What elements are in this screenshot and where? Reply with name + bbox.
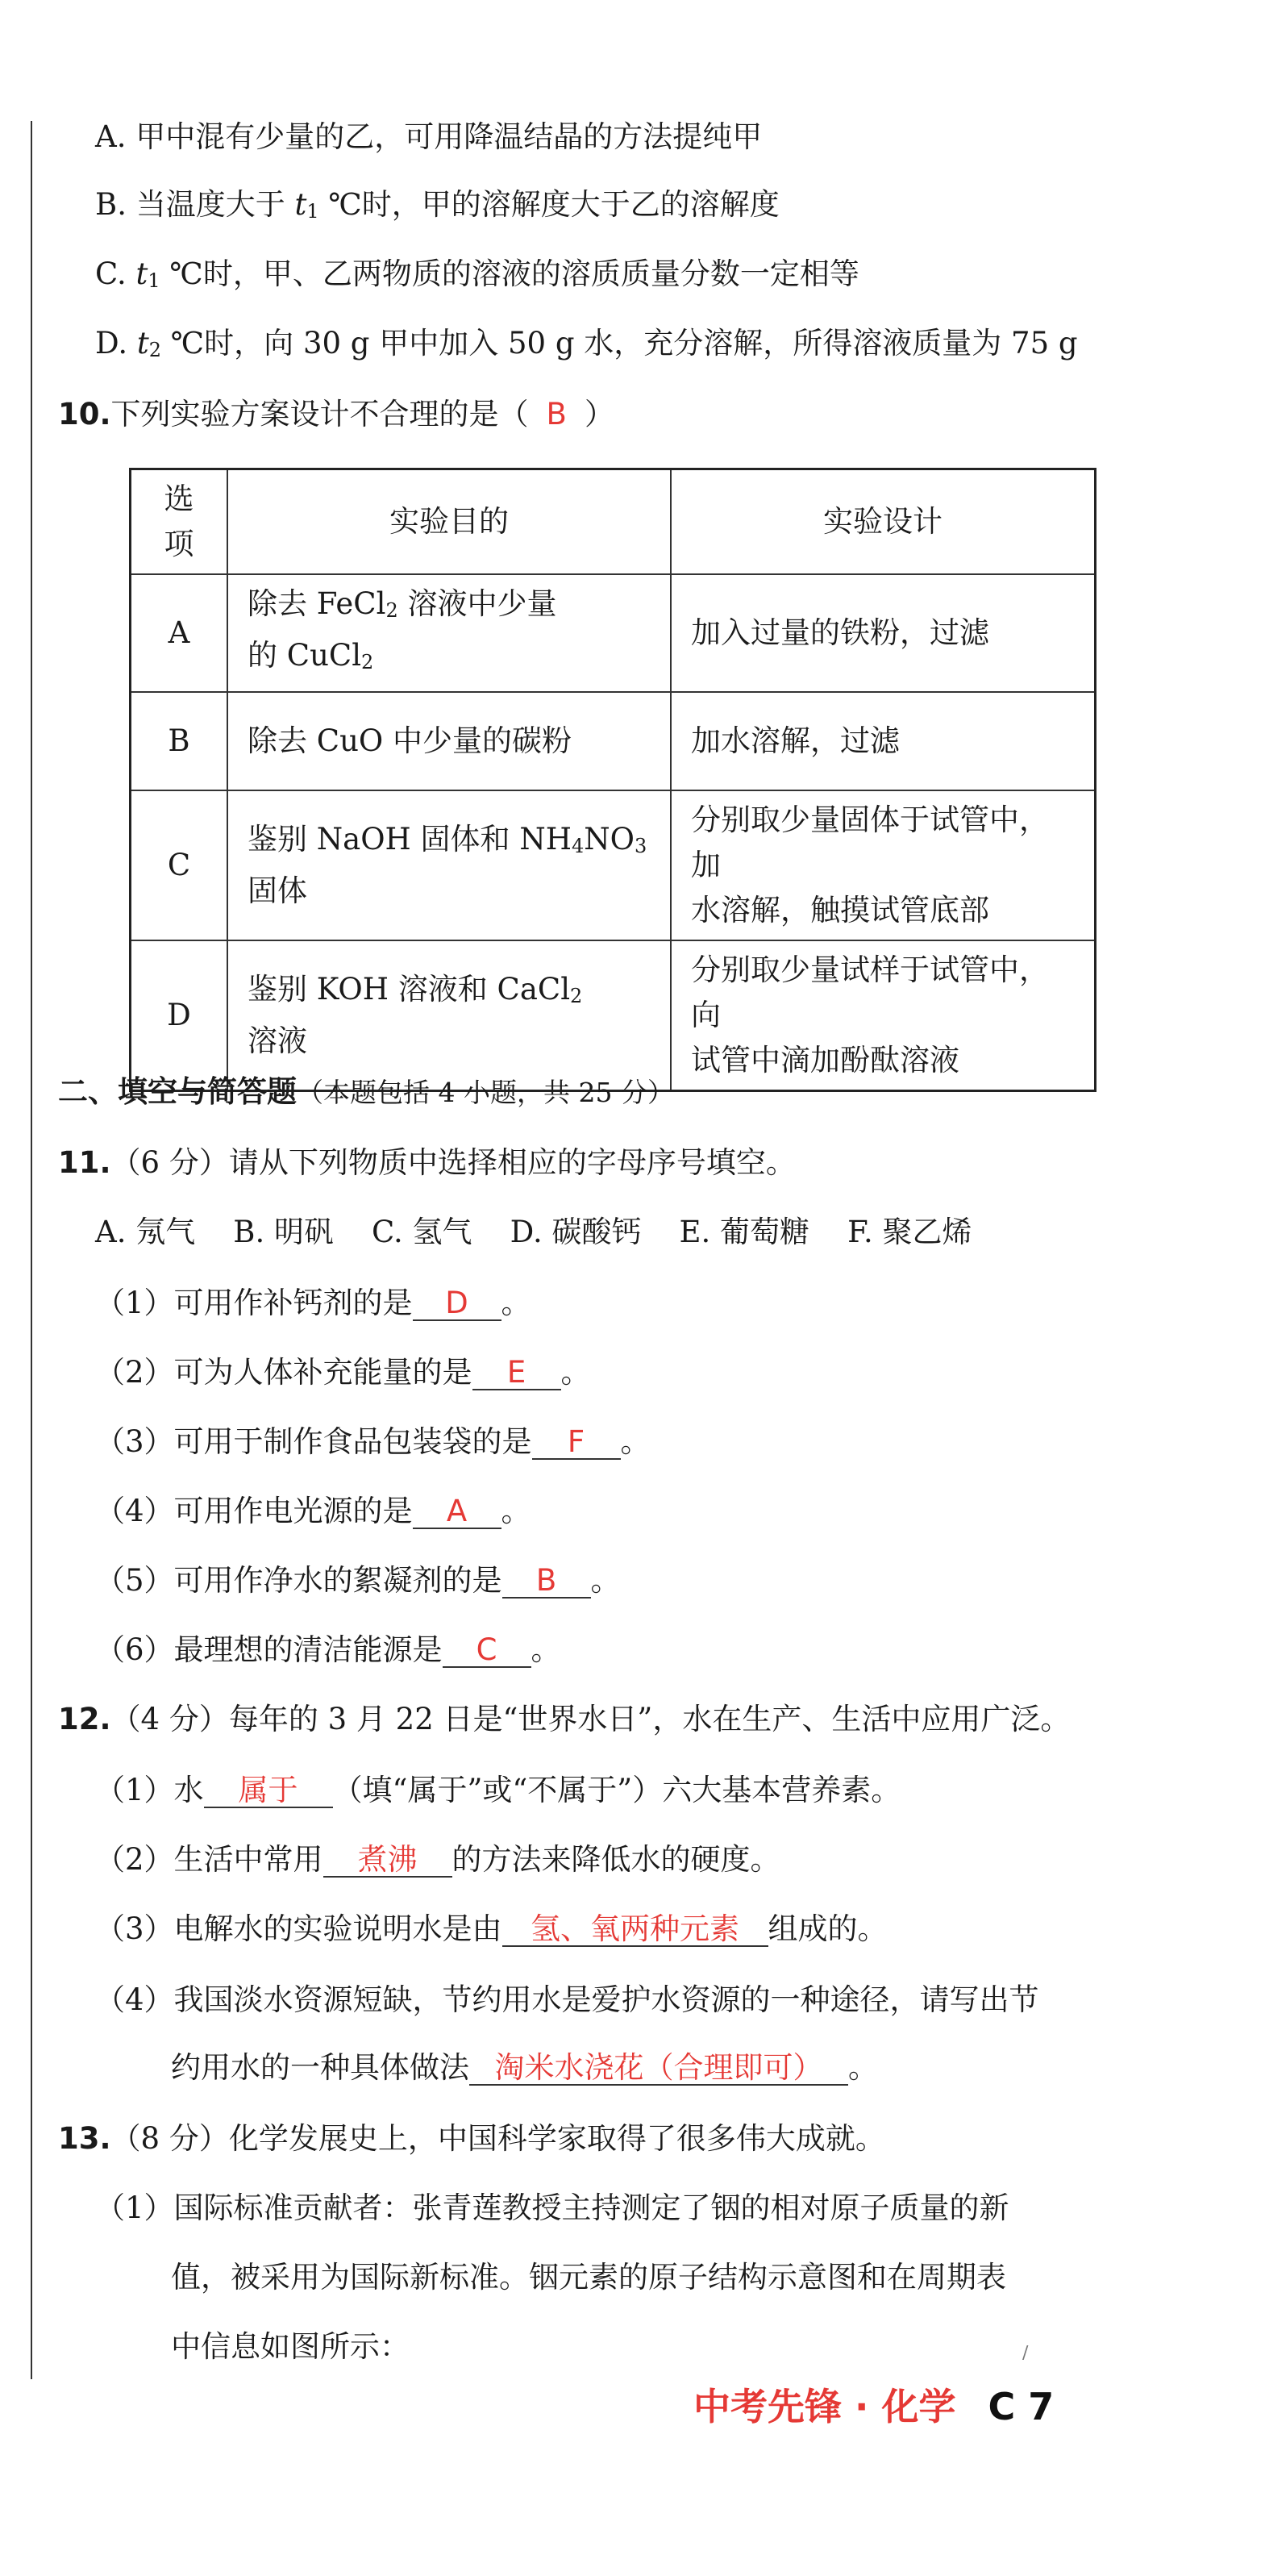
q12-item-3: （3）电解水的实验说明水是由 氢、氧两种元素 组成的。 [95,1911,888,1946]
q10-stem: 10.下列实验方案设计不合理的是（ B ） [58,397,614,431]
q11-item: （5）可用作净水的絮凝剂的是 B 。 [95,1563,621,1598]
q11-item: （4）可用作电光源的是 A 。 [95,1494,531,1528]
q13-stem: 13.（8 分）化学发展史上，中国科学家取得了很多伟大成就。 [58,2121,885,2156]
row-design: 分别取少量试样于试管中，向 试管中滴加酚酞溶液 [671,940,1096,1091]
section2-heading: 二、填空与简答题（本题包括 4 小题，共 25 分） [58,1074,674,1109]
q11-item: （2）可为人体补充能量的是 E 。 [95,1355,591,1390]
q9-option-d: D. t2 ℃时，向 30 g 甲中加入 50 g 水，充分溶解，所得溶液质量为 75 g [95,326,1078,361]
q13-item-1-line1: （1）国际标准贡献者：张青莲教授主持测定了铟的相对原子质量的新 [95,2190,1009,2225]
page-footer [693,2378,1054,2431]
q12-item-1: （1）水 属于 （填“属于”或“不属于”）六大基本营养素。 [95,1773,901,1807]
q11-stem: 11.（6 分）请从下列物质中选择相应的字母序号填空。 [58,1145,796,1180]
row-design: 加入过量的铁粉，过滤 [671,574,1096,692]
header-design: 实验设计 [671,469,1096,575]
table-row [131,574,1096,692]
q9-option-c: C. t1 ℃时，甲、乙两物质的溶液的溶质质量分数一定相等 [95,256,859,292]
row-option: A [131,574,228,692]
q10-answer: B [546,397,567,431]
row-option: B [131,692,228,790]
row-design: 加水溶解，过滤 [671,692,1096,790]
margin-rule [31,121,32,2379]
q12-stem: 12.（4 分）每年的 3 月 22 日是“世界水日”，水在生产、生活中应用广泛。 [58,1702,1071,1736]
q12-item-4-line2: 约用水的一种具体做法 淘米水浇花（合理即可） 。 [171,2050,878,2085]
q9-option-a: A. 甲中混有少量的乙，可用降温结晶的方法提纯甲 [95,119,763,154]
q12-item-4-line1: （4）我国淡水资源短缺，节约用水是爱护水资源的一种途径，请写出节 [95,1982,1039,2017]
table-row [131,692,1096,790]
table-header-row [131,469,1096,575]
row-option: C [131,790,228,940]
row-design: 分别取少量固体于试管中，加 水溶解，触摸试管底部 [671,790,1096,940]
q12-item-2: （2）生活中常用 煮沸 的方法来降低水的硬度。 [95,1842,780,1877]
row-option: D [131,940,228,1091]
q11-item: （1）可用作补钙剂的是 D 。 [95,1286,531,1320]
q11-item: （3）可用于制作食品包装袋的是 F 。 [95,1424,651,1459]
row-purpose: 鉴别 NaOH 固体和 NH4NO3 固体 [227,790,671,940]
row-purpose: 除去 CuO 中少量的碳粉 [227,692,671,790]
row-purpose: 除去 FeCl2 溶液中少量 的 CuCl2 [227,574,671,692]
row-purpose: 鉴别 KOH 溶液和 CaCl2 溶液 [227,940,671,1091]
table-row [131,940,1096,1091]
scan-mark: ∕ [1022,2343,1029,2363]
q13-item-1-line2: 值，被采用为国际新标准。铟元素的原子结构示意图和在周期表 [171,2260,1006,2295]
footer-brand: 中考先锋 · 化学 [693,2385,956,2428]
header-option: 选项 [131,469,228,575]
q11-item: （6）最理想的清洁能源是 C 。 [95,1632,561,1667]
q9-option-b: B. 当温度大于 t1 ℃时，甲的溶解度大于乙的溶解度 [95,187,780,223]
q13-item-1-line3: 中信息如图所示： [171,2329,410,2364]
table-row [131,790,1096,940]
page-number: C 7 [988,2385,1055,2428]
header-purpose: 实验目的 [227,469,671,575]
q11-choices: A. 氖气 B. 明矾 C. 氢气 D. 碳酸钙 E. 葡萄糖 F. 聚乙烯 [95,1215,972,1249]
experiment-table [129,468,1096,1092]
